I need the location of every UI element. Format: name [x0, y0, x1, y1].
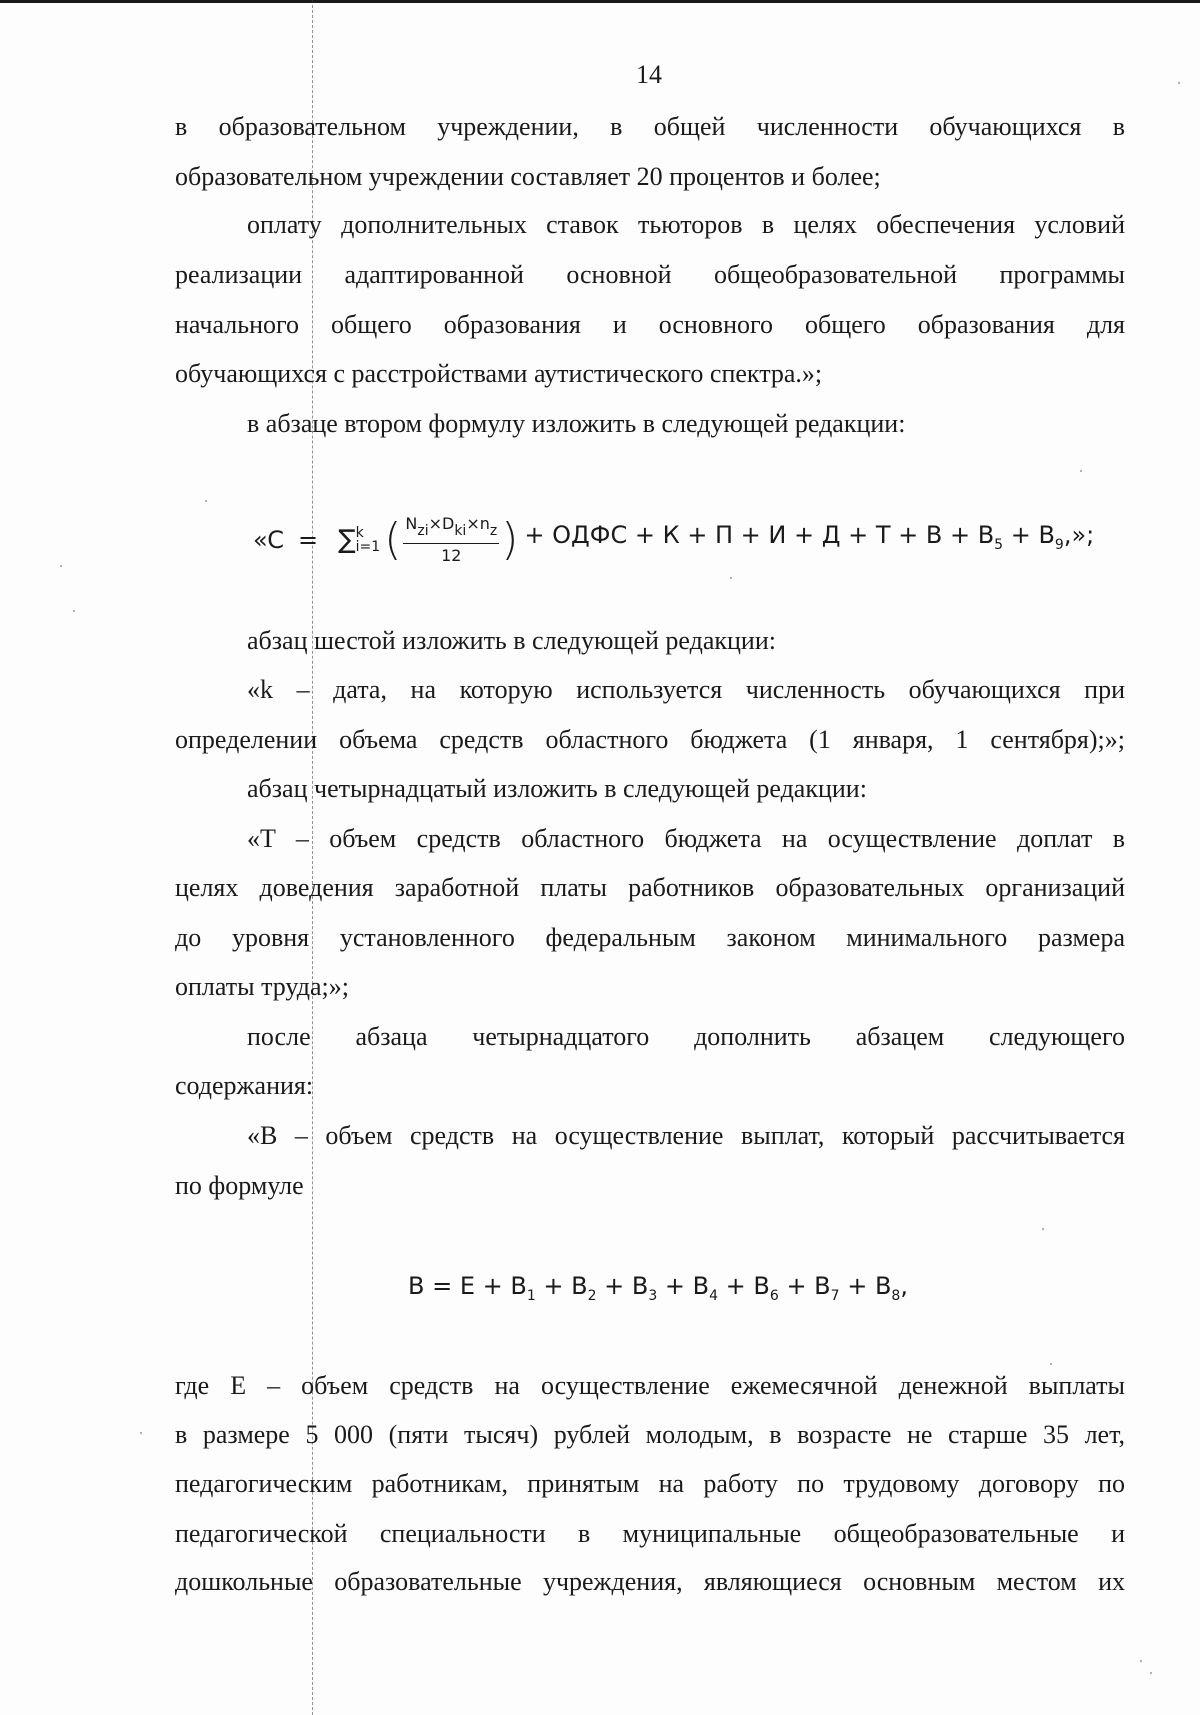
scan-speck [73, 610, 75, 612]
text-line: в образовательном учреждении, в общей численности обучающихся в [175, 112, 1125, 141]
text-line: обучающихся с расстройствами аутистического спектра.»; [175, 359, 823, 388]
scan-speck [1080, 470, 1082, 472]
scan-speck [1042, 1228, 1044, 1230]
text-line: оплаты труда;»; [175, 972, 350, 1001]
scan-speck [1140, 1660, 1142, 1662]
text-line: «B – объем средств на осуществление выплат, который рассчитывается [247, 1121, 1125, 1150]
text-line: дошкольные образовательные учреждения, являющиеся основным местом их [175, 1567, 1125, 1596]
fraction-numerator: Nzi×Dki×nz [403, 514, 499, 544]
sum-lower-limit: i=1 [355, 539, 381, 555]
text-line: реализации адаптированной основной общеобразовательной программы [175, 260, 1125, 289]
text-line: после абзаца четырнадцатого дополнить абзацем следующего [247, 1022, 1125, 1051]
scan-speck [1050, 1363, 1052, 1365]
scan-speck [1150, 1672, 1152, 1674]
text-line: в абзаце втором формулу изложить в следующей редакции: [247, 409, 906, 438]
sum-upper-limit: k [355, 525, 364, 541]
page-number: 14 [636, 60, 662, 89]
text-line: содержания: [175, 1071, 314, 1100]
text-line: абзац четырнадцатый изложить в следующей редакции: [247, 774, 867, 803]
text-line: «k – дата, на которую используется численность обучающихся при [247, 675, 1125, 704]
text-line: абзац шестой изложить в следующей редакции: [247, 626, 776, 655]
formula-c [253, 510, 1094, 570]
scan-speck [60, 565, 62, 567]
text-line: «T – объем средств областного бюджета на осуществление доплат в [247, 824, 1125, 853]
text-line: определении объема средств областного бюджета (1 января, 1 сентября);»; [175, 725, 1125, 754]
scan-fold-line [312, 0, 313, 1715]
scan-speck [730, 577, 732, 579]
formula-c-rest: + ОДФС + $К + П + И + Д + Т + В + В_5 + В_9$,»; [524, 521, 1095, 553]
formula-c-fraction [403, 514, 499, 566]
scan-speck [1178, 82, 1180, 84]
page-top-edge [0, 0, 1200, 3]
fraction-denominator: 12 [441, 546, 462, 565]
formula-b: $B = E + B_1 + B_2 + B_3 + B_4 + B_6 + B_7 + B_8$, [408, 1272, 908, 1304]
text-line: педагогической специальности в муниципальные общеобразовательные и [175, 1519, 1125, 1548]
text-line: педагогическим работникам, принятым на работу по трудовому договору по [175, 1469, 1125, 1498]
left-paren: ( [384, 514, 402, 565]
text-line: в размере 5 000 (пяти тысяч) рублей молодым, в возрасте не старше 35 лет, [175, 1420, 1125, 1449]
text-line: оплату дополнительных ставок тьюторов в целях обеспечения условий [247, 210, 1125, 239]
scan-speck [205, 500, 207, 502]
text-line: до уровня установленного федеральным законом минимального размера [175, 923, 1125, 952]
text-line: где E – объем средств на осуществление ежемесячной денежной выплаты [175, 1371, 1125, 1400]
text-line: начального общего образования и основного общего образования для [175, 310, 1125, 339]
sum-symbol: ∑ [338, 525, 356, 555]
text-line: по формуле [175, 1171, 304, 1200]
text-line: целях доведения заработной платы работников образовательных организаций [175, 873, 1125, 902]
right-paren: ) [501, 514, 519, 565]
formula-c-equals: = [298, 526, 319, 554]
text-line: образовательном учреждении составляет 20 процентов и более; [175, 162, 881, 191]
scan-speck [140, 1432, 142, 1434]
formula-c-lhs: «C [253, 526, 285, 554]
